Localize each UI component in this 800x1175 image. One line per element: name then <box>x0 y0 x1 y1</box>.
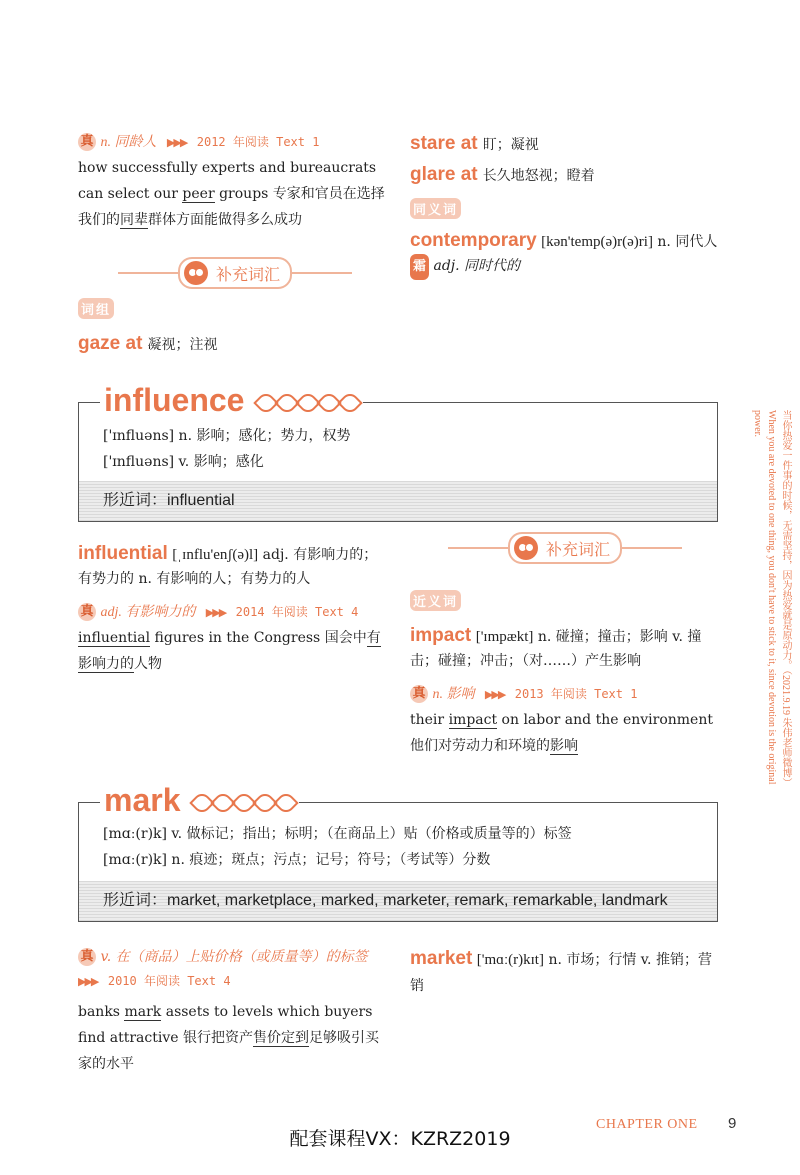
headword-stare-at: stare at <box>410 133 478 154</box>
arrow-icon: ▶▶▶ <box>166 136 187 149</box>
exam-tag-icon: 真 <box>78 948 96 966</box>
influential-entry: influential [ˌɪnflu'enʃ(ə)l] adj. 有影响力的；有势力的 n. 有影响的人；有势力的人 <box>78 543 378 587</box>
right-top-entries: stare at 盯；凝视 glare at 长久地怒视；瞪着 同义词 contemporary [kən'temp(ə)r(ə)ri] n. 同代人 霜 adj. 同时代的 <box>410 130 720 280</box>
arrow-icon: ▶▶▶ <box>78 975 98 988</box>
headword-market: market <box>410 948 473 969</box>
similar-words: 形近词：market, marketplace, marked, marketer, remark, remarkable, landmark <box>79 881 717 921</box>
example-sentence: banks mark assets to levels which buyers find attractive 银行把资产售价定到足够吸引买家的水平 <box>78 1004 379 1072</box>
headword-influential: influential <box>78 543 168 564</box>
arrow-icon: ▶▶▶ <box>484 688 505 701</box>
leaf-rating-icon <box>257 394 359 412</box>
word-box-mark <box>78 802 718 922</box>
definition-line: [mɑː(r)k] v. 做标记；指出；标明；（在商品上）贴（价格或质量等的）标签 <box>103 826 572 842</box>
exam-tag-icon: 真 <box>78 133 96 151</box>
entry-source: 2012 年阅读 Text 1 <box>196 135 320 149</box>
tag-synonym: 同义词 <box>410 198 461 219</box>
definition-line: ['ɪnfluəns] n. 影响；感化；势力，权势 <box>103 428 351 444</box>
owl-icon <box>184 261 208 285</box>
influential-example: 真 adj. 有影响力的 ▶▶▶ 2014 年阅读 Text 4 influential figures in the Congress 国会中有影响力的人物 <box>78 602 388 677</box>
market-entry: market ['mɑː(r)kɪt] n. 市场；行情 v. 推销；营销 <box>410 948 712 994</box>
tag-phrase: 词组 <box>78 298 114 319</box>
similar-words: 形近词：influential <box>79 481 717 521</box>
supplement-banner: 补充词汇 <box>100 257 370 289</box>
headword-contemporary: contemporary <box>410 230 537 251</box>
impact-example: 真 n. 影响 ▶▶▶ 2013 年阅读 Text 1 their impact on labor and the environment 他们对劳动力和环境的影响 <box>410 684 720 759</box>
mark-example: 真 v. 在（商品）上贴价格（或质量等）的标签 ▶▶▶ 2010 年阅读 Text 4 banks mark assets to levels which buyers find attractive 银行把资产售价定到足够吸引买家的水平 <box>78 946 390 1077</box>
headword-gaze-at: gaze at <box>78 333 143 354</box>
headword-influence: influence <box>100 380 363 420</box>
owl-icon <box>514 536 538 560</box>
example-sentence: their impact on labor and the environment 他们对劳动力和环境的影响 <box>410 712 713 754</box>
definition-line: [mɑː(r)k] n. 痕迹；斑点；污点；记号；符号；（考试等）分数 <box>103 852 491 868</box>
exam-tag-icon: 真 <box>410 685 428 703</box>
example-sentence: how successfully experts and bureaucrats can select our peer groups 专家和官员在选择我们的同辈群体方面能做得多么成功 <box>78 160 385 228</box>
leaf-rating-icon <box>193 794 295 812</box>
chapter-label: CHAPTER ONE <box>596 1117 698 1132</box>
exam-tag-icon: 真 <box>78 603 96 621</box>
peer-entry <box>78 132 388 233</box>
headword-glare-at: glare at <box>410 164 478 185</box>
definition-line: ['ɪnfluəns] v. 影响；感化 <box>103 454 264 470</box>
gaze-entry: gaze at 凝视；注视 <box>78 333 218 354</box>
course-footer: 配套课程VX：KZRZ2019 <box>289 1128 511 1150</box>
headword-mark: mark <box>100 780 299 820</box>
word-box-influence <box>78 402 718 522</box>
side-quote: 当你热爱一件事的时候，无需坚持，因为热爱就是原动力。（2021.9.19 朱伟老师微博） When you are devoted to one thing, you don't have to stick to it, since devotion is the original power. <box>752 410 791 788</box>
arrow-icon: ▶▶▶ <box>205 606 226 619</box>
tag-near-synonym: 近义词 <box>410 590 461 611</box>
supplement-banner: 补充词汇 <box>420 532 710 564</box>
impact-entry: impact ['ɪmpækt] n. 碰撞；撞击；影响 v. 撞击；碰撞；冲击；（对……）产生影响 <box>410 625 702 669</box>
example-sentence: influential figures in the Congress 国会中有影响力的人物 <box>78 630 381 672</box>
entry-meaning: n. 同龄人 <box>100 135 157 150</box>
page-number: 9 <box>728 1115 737 1132</box>
headword-impact: impact <box>410 625 472 646</box>
